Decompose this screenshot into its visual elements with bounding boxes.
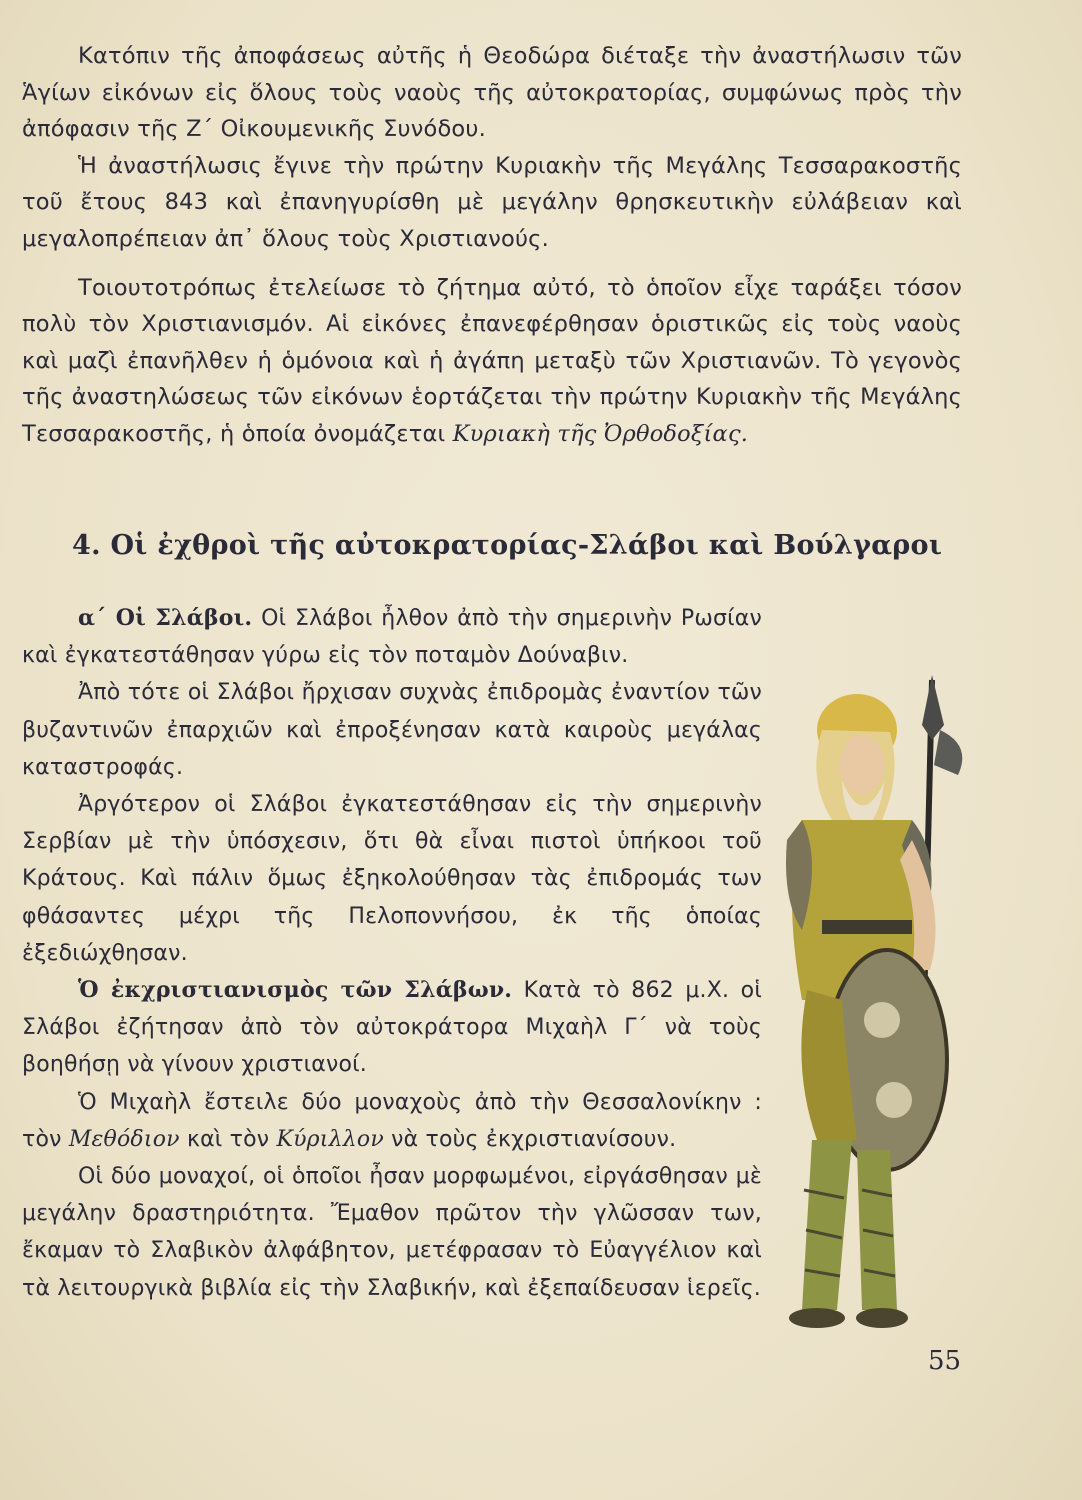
paragraph-restoration-order: Κατόπιν τῆς ἀποφάσεως αὐτῆς ἡ Θεοδώρα διέταξε τὴν ἀναστήλωσιν τῶν Ἁγίων εἰκόνων εἰς ὅλους τοὺς ναοὺς τῆς αὐτοκρατορίας, συμφώνως πρὸς τὴν ἀπόφασιν τῆς Ζ΄ Οἰκουμενικῆς Συνόδου. <box>22 43 962 143</box>
monks-text-c: νὰ τοὺς ἐκχριστιανίσουν. <box>391 1126 677 1152</box>
paragraph-orthodoxy-sunday <box>22 270 962 453</box>
orthodoxy-sunday-italic: Κυριακὴ τῆς Ὀρθοδοξίας. <box>452 420 749 447</box>
belt <box>822 920 912 934</box>
christianization-text: Κατὰ τὸ 862 μ.Χ. οἱ Σλάβοι ἐζήτησαν ἀπὸ τὸν αὐτοκράτορα Μιχαὴλ Γ΄ νὰ τοὺς βοηθήσῃ νὰ γίνουν χριστιανοί. <box>22 978 762 1078</box>
shield-ornament <box>864 1002 900 1038</box>
left-foot <box>789 1308 845 1328</box>
face <box>840 735 884 795</box>
subheading-slavs: α΄ Οἱ Σλάβοι. <box>78 605 253 631</box>
left-leg <box>802 1140 852 1310</box>
monks-text-a: Ὁ Μιχαὴλ ἔστειλε δύο μοναχοὺς ἀπὸ τὴν Θεσσαλονίκην : τὸν <box>22 1089 762 1152</box>
section-title: 4. Οἱ ἐχθροὶ τῆς αὐτοκρατορίας-Σλάβοι καὶ Βούλγαροι <box>72 530 943 561</box>
paragraph-slavs-raids: Ἀπὸ τότε οἱ Σλάβοι ἤρχισαν συχνὰς ἐπιδρομὰς ἐναντίον τῶν βυζαντινῶν ἐπαρχιῶν καὶ ἐπροξένησαν κατὰ καιροὺς μεγάλας καταστροφάς. <box>22 680 762 780</box>
right-foot <box>856 1308 908 1328</box>
slavs-text <box>22 600 762 1307</box>
subheading-christianization: Ὁ ἐκχριστιανισμὸς τῶν Σλάβων. <box>78 977 513 1004</box>
paragraph-restoration-843: Ἡ ἀναστήλωσις ἔγινε τὴν πρώτην Κυριακὴν τῆς Μεγάλης Τεσσαρακοστῆς τοῦ ἔτους 843 καὶ ἐπανηγυρίσθη μὲ μεγάλην θρησκευτικὴν εὐλάβειαν καὶ μεγαλοπρέπειαν ἀπ᾿ ὅλους τοὺς Χριστιανούς. <box>22 152 962 252</box>
name-cyril: Κύριλλον <box>276 1126 384 1152</box>
intro-text <box>22 38 962 453</box>
page-number: 55 <box>928 1346 962 1376</box>
paragraph-slavs-serbia: Ἀργότερον οἱ Σλάβοι ἐγκατεστάθησαν εἰς τὴν σημερινὴν Σερβίαν μὲ τὴν ὑπόσχεσιν, ὅτι θὰ εἶναι πιστοὶ ὑπήκοοι τοῦ Κράτους. Καὶ πάλιν ὅμως ἐξηκολούθησαν τὰς ἐπιδρομάς των φθάσαντες μέχρι τῆς Πελοποννήσου, ἐκ τῆς ὁποίας ἐξεδιώχθησαν. <box>22 792 762 966</box>
paragraph-christianization <box>22 972 762 1084</box>
slavs-origin-text: Οἱ Σλάβοι ἦλθον ἀπὸ τὴν σημερινὴν Ρωσίαν καὶ ἐγκατεστάθησαν γύρω εἰς τὸν ποταμὸν Δούναβιν. <box>22 606 762 669</box>
shield-ornament-2 <box>876 1082 912 1118</box>
paragraph-monks-work: Οἱ δύο μοναχοί, οἱ ὁποῖοι ἦσαν μορφωμένοι, εἰργάσθησαν μὲ μεγάλην δραστηριότητα. Ἔμαθον πρῶτον τὴν γλῶσσαν των, ἔκαμαν τὸ Σλαβικὸν ἀλφάβητον, μετέφρασαν τὸ Εὐαγγέλιον καὶ τὰ λειτουργικὰ βιβλία εἰς τὴν Σλαβικήν, καὶ ἐξεπαίδευσαν ἱερεῖς. <box>22 1164 762 1301</box>
paragraph-orthodoxy-text: Τοιουτοτρόπως ἐτελείωσε τὸ ζήτημα αὐτό, τὸ ὁποῖον εἶχε ταράξει τόσον πολὺ τὸν Χριστιανισμόν. Αἱ εἰκόνες ἐπανεφέρθησαν ὁριστικῶς εἰς τοὺς ναοὺς καὶ μαζὶ ἐπανῆλθεν ἡ ὁμόνοια καὶ ἡ ἀγάπη μεταξὺ τῶν Χριστιανῶν. Τὸ γεγονὸς τῆς ἀναστηλώσεως τῶν εἰκόνων ἑορτάζεται τὴν πρώτην Κυριακὴν τῆς Μεγάλης Τεσσαρακοστῆς, ἡ ὁποία ὀνομάζεται <box>22 274 962 447</box>
slav-warrior-illustration <box>762 670 982 1360</box>
paragraph-slavs-origin <box>22 600 762 674</box>
monks-text-b: καὶ τὸν <box>186 1126 270 1152</box>
name-methodius: Μεθόδιον <box>68 1126 180 1152</box>
spear-tip <box>922 675 944 740</box>
paragraph-monks <box>22 1084 762 1158</box>
axe-blade <box>934 730 962 775</box>
